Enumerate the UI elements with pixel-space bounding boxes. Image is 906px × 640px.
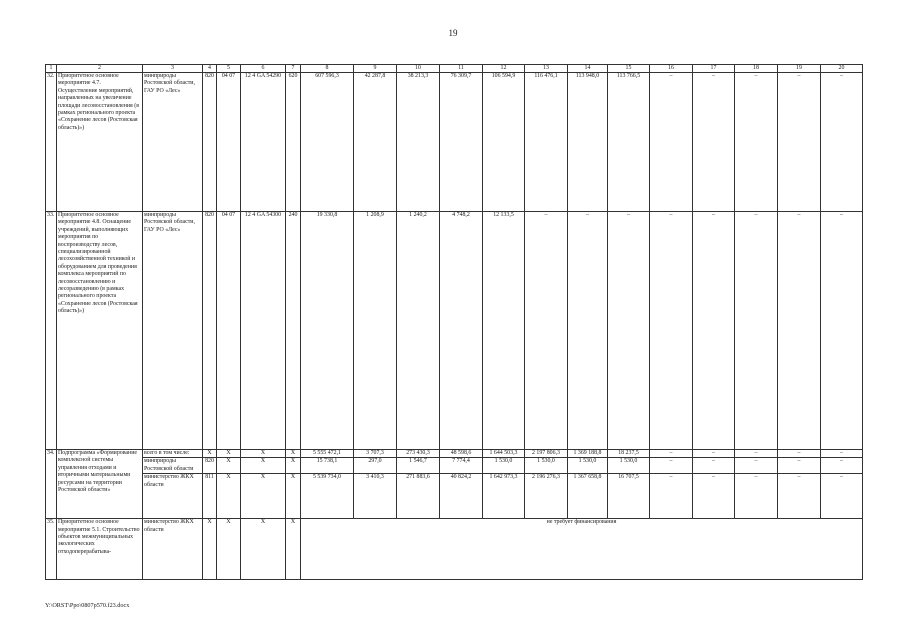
- row-number: 35.: [46, 519, 57, 580]
- measure-name: Приоритетное основное мероприятие 4.8. Оснащение учреждений, выполняющих мероприятия по воспроизводству лесов, специализированной лесохозяйственной техникой и оборудованием для проведения комплекса мероприятий по лесовосстановлению и лесоразведению (в рамках регионального проекта «Сохранение лесов (Ростовская область)»): [57, 212, 143, 450]
- rzpr-code: Х: [217, 474, 241, 519]
- col-header: 13: [525, 65, 568, 73]
- amount-cell: 48 598,6: [440, 450, 483, 458]
- amount-cell: –: [650, 474, 693, 519]
- amount-cell: –: [650, 73, 693, 212]
- file-path-footer: Y:\ORST\Ppo\0807p570.f23.docx: [45, 602, 130, 609]
- amount-cell: –: [735, 212, 778, 450]
- funding-note: не требует финансирования: [301, 519, 863, 580]
- row-number: 32.: [46, 73, 57, 212]
- row-number: 34.: [46, 450, 57, 519]
- amount-cell: 273 430,3: [397, 450, 440, 458]
- amount-cell: 1 642 973,3: [483, 474, 525, 519]
- executor: минприроды Ростовской области: [143, 458, 203, 474]
- amount-cell: 1 530,0: [608, 458, 650, 474]
- grbs-code: 820: [203, 212, 217, 450]
- col-header: 7: [286, 65, 301, 73]
- amount-cell: –: [693, 458, 735, 474]
- csr-code: Х: [241, 458, 286, 474]
- amount-cell: 5 539 734,0: [301, 474, 354, 519]
- amount-cell: –: [778, 474, 821, 519]
- amount-cell: 4 748,2: [440, 212, 483, 450]
- vr-code: Х: [286, 474, 301, 519]
- measure-name: Подпрограмма «Формирование комплексной системы управления отходами и вторичными материальными ресурсами на территории Ростовской области»: [57, 450, 143, 519]
- amount-cell: –: [821, 73, 863, 212]
- amount-cell: 15 738,1: [301, 458, 354, 474]
- csr-code: Х: [241, 474, 286, 519]
- page-number: 19: [448, 28, 458, 38]
- header-row: [46, 65, 863, 73]
- col-header: 5: [217, 65, 241, 73]
- table-row: [46, 212, 863, 450]
- csr-code: Х: [241, 519, 286, 580]
- vr-code: Х: [286, 450, 301, 458]
- col-header: 3: [143, 65, 203, 73]
- col-header: 20: [821, 65, 863, 73]
- table-row: [46, 519, 863, 580]
- budget-table: [45, 64, 863, 580]
- executor: минприроды Ростовской области, ГАУ РО «Лес»: [143, 212, 203, 450]
- amount-cell: 1 644 503,3: [483, 450, 525, 458]
- amount-cell: –: [735, 73, 778, 212]
- amount-cell: 16 707,5: [608, 474, 650, 519]
- vr-code: 620: [286, 73, 301, 212]
- amount-cell: 3 410,3: [354, 474, 397, 519]
- col-header: 18: [735, 65, 778, 73]
- amount-cell: –: [608, 212, 650, 450]
- amount-cell: –: [693, 73, 735, 212]
- amount-cell: 1 208,9: [354, 212, 397, 450]
- col-header: 2: [57, 65, 143, 73]
- csr-code: 12 4 GA 54290: [241, 73, 286, 212]
- amount-cell: –: [650, 450, 693, 458]
- col-header: 16: [650, 65, 693, 73]
- table-row: [46, 73, 863, 212]
- vr-code: 240: [286, 212, 301, 450]
- grbs-code: Х: [203, 450, 217, 458]
- measure-name: Приоритетное основное мероприятие 4.7. Осуществление мероприятий, направленных на увеличение площади лесовосстановления (в рамках регионального проекта «Сохранение лесов (Ростовская область)»): [57, 73, 143, 212]
- col-header: 12: [483, 65, 525, 73]
- amount-cell: 42 287,8: [354, 73, 397, 212]
- amount-cell: 297,0: [354, 458, 397, 474]
- amount-cell: 7 774,4: [440, 458, 483, 474]
- rzpr-code: 04 07: [217, 212, 241, 450]
- grbs-code: 811: [203, 474, 217, 519]
- col-header: 10: [397, 65, 440, 73]
- col-header: 11: [440, 65, 483, 73]
- amount-cell: 12 133,5: [483, 212, 525, 450]
- amount-cell: –: [735, 474, 778, 519]
- rzpr-code: Х: [217, 458, 241, 474]
- rzpr-code: Х: [217, 450, 241, 458]
- amount-cell: –: [778, 458, 821, 474]
- amount-cell: 1 530,0: [568, 458, 608, 474]
- rzpr-code: 04 07: [217, 73, 241, 212]
- amount-cell: 1 546,7: [397, 458, 440, 474]
- col-header: 4: [203, 65, 217, 73]
- grbs-code: 820: [203, 458, 217, 474]
- grbs-code: 820: [203, 73, 217, 212]
- amount-cell: 5 555 472,1: [301, 450, 354, 458]
- amount-cell: –: [568, 212, 608, 450]
- col-header: 8: [301, 65, 354, 73]
- amount-cell: 1 369 188,8: [568, 450, 608, 458]
- grbs-code: Х: [203, 519, 217, 580]
- amount-cell: –: [821, 450, 863, 458]
- col-header: 19: [778, 65, 821, 73]
- col-header: 14: [568, 65, 608, 73]
- col-header: 1: [46, 65, 57, 73]
- amount-cell: –: [693, 474, 735, 519]
- col-header: 9: [354, 65, 397, 73]
- amount-cell: 18 237,5: [608, 450, 650, 458]
- amount-cell: –: [735, 450, 778, 458]
- table-row: [46, 450, 863, 458]
- executor: министерство ЖКХ области: [143, 519, 203, 580]
- measure-name: Приоритетное основное мероприятие 5.1. Строительство объектов межмуниципальных экологических отходоперерабатыва-: [57, 519, 143, 580]
- csr-code: Х: [241, 450, 286, 458]
- amount-cell: 1 530,0: [483, 458, 525, 474]
- amount-cell: –: [778, 212, 821, 450]
- amount-cell: –: [650, 458, 693, 474]
- amount-cell: 271 883,6: [397, 474, 440, 519]
- amount-cell: 2 196 276,3: [525, 474, 568, 519]
- amount-cell: 1 530,0: [525, 458, 568, 474]
- amount-cell: –: [821, 212, 863, 450]
- amount-cell: –: [650, 212, 693, 450]
- executor: минприроды Ростовской области, ГАУ РО «Лес»: [143, 73, 203, 212]
- executor: министерство ЖКХ области: [143, 474, 203, 519]
- vr-code: Х: [286, 458, 301, 474]
- amount-cell: –: [778, 73, 821, 212]
- amount-cell: 3 707,3: [354, 450, 397, 458]
- rzpr-code: Х: [217, 519, 241, 580]
- table-row: [46, 458, 863, 474]
- amount-cell: –: [693, 212, 735, 450]
- amount-cell: –: [525, 212, 568, 450]
- col-header: 6: [241, 65, 286, 73]
- amount-cell: –: [778, 450, 821, 458]
- col-header: 15: [608, 65, 650, 73]
- amount-cell: 2 197 806,3: [525, 450, 568, 458]
- amount-cell: 116 476,1: [525, 73, 568, 212]
- executor: всего в том числе:: [143, 450, 203, 458]
- amount-cell: –: [735, 458, 778, 474]
- amount-cell: 76 309,7: [440, 73, 483, 212]
- amount-cell: 113 766,5: [608, 73, 650, 212]
- amount-cell: 106 594,9: [483, 73, 525, 212]
- amount-cell: 607 596,3: [301, 73, 354, 212]
- amount-cell: –: [821, 458, 863, 474]
- csr-code: 12 4 GA 54300: [241, 212, 286, 450]
- amount-cell: 38 213,3: [397, 73, 440, 212]
- amount-cell: 1 240,2: [397, 212, 440, 450]
- row-number: 33.: [46, 212, 57, 450]
- vr-code: Х: [286, 519, 301, 580]
- col-header: 17: [693, 65, 735, 73]
- amount-cell: 19 330,8: [301, 212, 354, 450]
- amount-cell: 1 367 658,8: [568, 474, 608, 519]
- table-row: [46, 474, 863, 519]
- amount-cell: 113 948,0: [568, 73, 608, 212]
- amount-cell: –: [821, 474, 863, 519]
- amount-cell: 40 824,2: [440, 474, 483, 519]
- amount-cell: –: [693, 450, 735, 458]
